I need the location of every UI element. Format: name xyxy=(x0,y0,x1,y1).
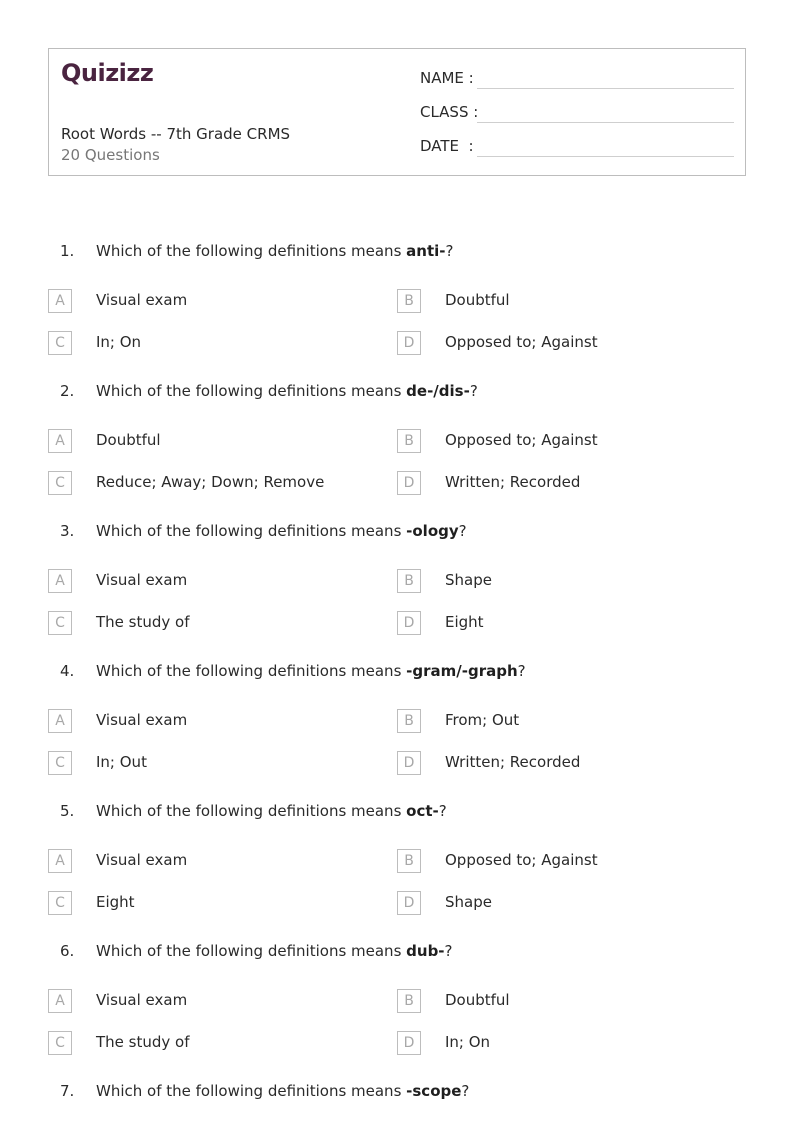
option-text: Reduce; Away; Down; Remove xyxy=(96,473,325,491)
option-b[interactable] xyxy=(397,849,717,873)
question-prompt: Which of the following definitions means xyxy=(96,942,407,960)
option-text: Written; Recorded xyxy=(445,753,581,771)
option-letter: A xyxy=(48,569,72,593)
question-text xyxy=(96,382,478,400)
option-letter: D xyxy=(397,1031,421,1055)
option-text: The study of xyxy=(96,1033,190,1051)
option-b[interactable] xyxy=(397,289,717,313)
option-text: The study of xyxy=(96,613,190,631)
option-letter: B xyxy=(397,709,421,733)
question-prompt: Which of the following definitions means xyxy=(96,662,407,680)
question-text xyxy=(96,942,453,960)
option-letter: D xyxy=(397,891,421,915)
option-c[interactable] xyxy=(48,1031,368,1055)
question-text xyxy=(96,522,467,540)
option-letter: C xyxy=(48,611,72,635)
option-letter: C xyxy=(48,751,72,775)
question-prompt: Which of the following definitions means xyxy=(96,1082,407,1100)
question-number: 6. xyxy=(60,942,75,960)
question-number: 4. xyxy=(60,662,75,680)
question-6 xyxy=(0,942,794,1082)
option-d[interactable] xyxy=(397,751,717,775)
class-label: CLASS : xyxy=(420,103,479,121)
question-term: -gram/-graph xyxy=(406,662,518,680)
option-text: Shape xyxy=(445,893,492,911)
question-term: -scope xyxy=(406,1082,462,1100)
option-letter: D xyxy=(397,751,421,775)
option-letter: C xyxy=(48,331,72,355)
option-d[interactable] xyxy=(397,611,717,635)
option-d[interactable] xyxy=(397,1031,717,1055)
option-text: Opposed to; Against xyxy=(445,851,598,869)
question-term: de-/dis- xyxy=(406,382,470,400)
question-1 xyxy=(0,242,794,382)
option-a[interactable] xyxy=(48,849,368,873)
question-mark: ? xyxy=(469,382,478,400)
question-7 xyxy=(0,1082,794,1112)
option-text: Doubtful xyxy=(445,991,510,1009)
question-number: 5. xyxy=(60,802,75,820)
option-b[interactable] xyxy=(397,429,717,453)
option-text: Doubtful xyxy=(96,431,161,449)
question-text xyxy=(96,802,447,820)
question-5 xyxy=(0,802,794,942)
option-letter: B xyxy=(397,849,421,873)
question-4 xyxy=(0,662,794,802)
option-text: Doubtful xyxy=(445,291,510,309)
option-letter: B xyxy=(397,289,421,313)
question-mark: ? xyxy=(444,942,453,960)
question-number: 1. xyxy=(60,242,75,260)
option-b[interactable] xyxy=(397,989,717,1013)
question-text xyxy=(96,662,526,680)
option-b[interactable] xyxy=(397,569,717,593)
option-c[interactable] xyxy=(48,611,368,635)
question-mark: ? xyxy=(461,1082,470,1100)
option-letter: A xyxy=(48,989,72,1013)
option-a[interactable] xyxy=(48,289,368,313)
question-term: dub- xyxy=(406,942,445,960)
name-label: NAME : xyxy=(420,69,474,87)
question-text xyxy=(96,242,453,260)
option-letter: D xyxy=(397,331,421,355)
option-letter: D xyxy=(397,471,421,495)
option-letter: A xyxy=(48,429,72,453)
question-count: 20 Questions xyxy=(61,146,160,164)
question-mark: ? xyxy=(445,242,454,260)
question-mark: ? xyxy=(458,522,467,540)
question-term: oct- xyxy=(406,802,439,820)
option-text: Shape xyxy=(445,571,492,589)
question-mark: ? xyxy=(438,802,447,820)
option-letter: A xyxy=(48,289,72,313)
option-text: In; On xyxy=(96,333,142,351)
question-mark: ? xyxy=(517,662,526,680)
option-text: Eight xyxy=(445,613,484,631)
option-text: Visual exam xyxy=(96,571,188,589)
option-b[interactable] xyxy=(397,709,717,733)
option-letter: A xyxy=(48,849,72,873)
option-letter: D xyxy=(397,611,421,635)
option-letter: B xyxy=(397,429,421,453)
option-letter: C xyxy=(48,891,72,915)
option-letter: B xyxy=(397,569,421,593)
question-prompt: Which of the following definitions means xyxy=(96,522,407,540)
option-text: Visual exam xyxy=(96,991,188,1009)
question-prompt: Which of the following definitions means xyxy=(96,802,407,820)
question-prompt: Which of the following definitions means xyxy=(96,382,407,400)
option-text: Opposed to; Against xyxy=(445,333,598,351)
option-c[interactable] xyxy=(48,471,368,495)
option-a[interactable] xyxy=(48,709,368,733)
question-number: 7. xyxy=(60,1082,75,1100)
option-d[interactable] xyxy=(397,891,717,915)
question-number: 2. xyxy=(60,382,75,400)
worksheet-title: Root Words -- 7th Grade CRMS xyxy=(61,125,291,143)
option-c[interactable] xyxy=(48,331,368,355)
option-d[interactable] xyxy=(397,331,717,355)
question-3 xyxy=(0,522,794,662)
option-letter: C xyxy=(48,1031,72,1055)
question-prompt: Which of the following definitions means xyxy=(96,242,407,260)
option-a[interactable] xyxy=(48,989,368,1013)
option-text: In; On xyxy=(445,1033,491,1051)
option-a[interactable] xyxy=(48,569,368,593)
option-d[interactable] xyxy=(397,471,717,495)
question-term: -ology xyxy=(406,522,459,540)
question-number: 3. xyxy=(60,522,75,540)
question-text xyxy=(96,1082,469,1100)
option-text: Visual exam xyxy=(96,291,188,309)
question-term: anti- xyxy=(406,242,446,260)
option-a[interactable] xyxy=(48,429,368,453)
option-text: Visual exam xyxy=(96,711,188,729)
option-letter: C xyxy=(48,471,72,495)
option-letter: A xyxy=(48,709,72,733)
option-text: From; Out xyxy=(445,711,520,729)
option-letter: B xyxy=(397,989,421,1013)
option-text: Visual exam xyxy=(96,851,188,869)
option-text: Written; Recorded xyxy=(445,473,581,491)
date-label: DATE : xyxy=(420,137,474,155)
option-text: Eight xyxy=(96,893,135,911)
quizizz-logo: Quizizz xyxy=(61,59,154,87)
option-c[interactable] xyxy=(48,751,368,775)
option-text: Opposed to; Against xyxy=(445,431,598,449)
question-2 xyxy=(0,382,794,522)
option-text: In; Out xyxy=(96,753,147,771)
option-c[interactable] xyxy=(48,891,368,915)
